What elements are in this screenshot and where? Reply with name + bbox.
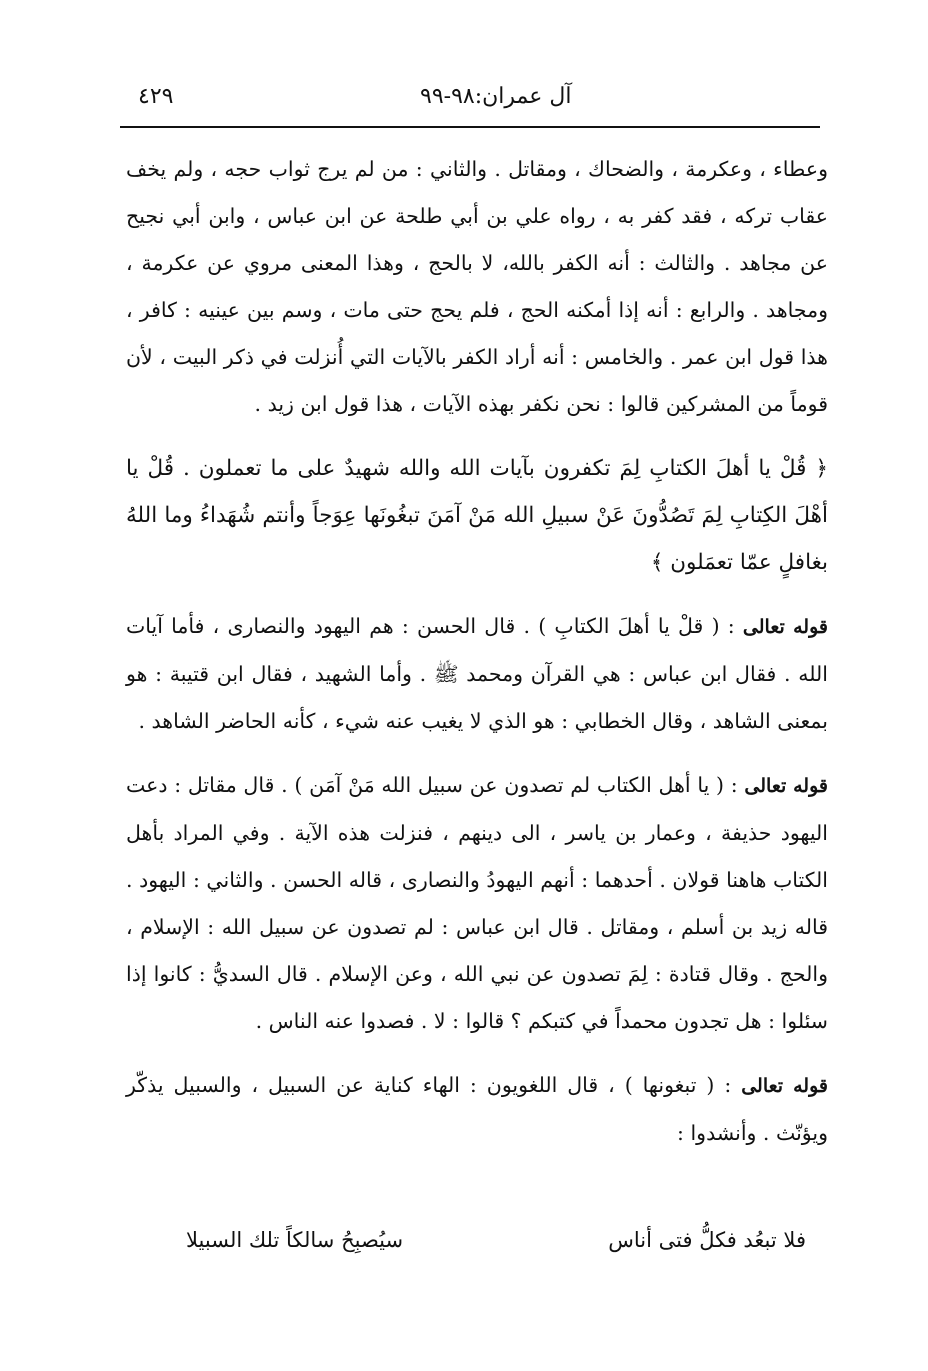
paragraph-commentary-opinions (126, 146, 828, 428)
poem-first-hemistich: فلا تبعُد فكلُّ فتى أناس (608, 1228, 806, 1252)
surah-title: آل عمران:٩٨-٩٩ (420, 84, 572, 109)
paragraph-label: قوله تعالى (744, 775, 828, 797)
paragraph-text: : ( قلْ يا أهلَ الكتابِ ) . قال الحسن : هم اليهود والنصارى ، فأما آيات الله . فقال ابن عباس : هي القرآن ومحمد ﷺ . وأما الشهيد ، فقال ابن قتيبة : هو بمعنى الشاهد ، وقال الخطابي : هو الذي لا يغيب عنه شيء ، كأنه الحاضر الشاهد . (126, 614, 828, 733)
paragraph-text: وعطاء ، وعكرمة ، والضحاك ، ومقاتل . والثاني : من لم يرج ثواب حجه ، ولم يخف عقاب تركه ، فقد كفر به ، رواه علي بن أبي طلحة عن ابن عباس ، وابن أبي نجيح عن مجاهد . والثالث : أنه الكفر بالله، لا بالحج ، وهذا المعنى مروي عن عكرمة ، ومجاهد . والرابع : أنه إذا أمكنه الحج ، فلم يحج حتى مات ، وسم بين عينيه : كافر ، هذا قول ابن عمر . والخامس : أنه أراد الكفر بالآيات التي أُنزلت في ذكر البيت ، لأن قوماً من المشركين قالوا : نحن نكفر بهذه الآيات ، هذا قول ابن زيد . (126, 157, 828, 416)
paragraph-text: : ( تبغونها ) ، قال اللغويون : الهاء كناية عن السبيل ، والسبيل يذكّر ويؤنّث . وأنشدوا : (126, 1073, 828, 1145)
poem-second-hemistich: سيُصبِحُ سالكاً تلك السبيلا (186, 1228, 404, 1252)
paragraph-label: قوله تعالى (741, 1075, 828, 1097)
paragraph-tabghunaha (126, 1062, 828, 1157)
body-text (126, 146, 828, 1157)
paragraph-label: قوله تعالى (742, 616, 828, 638)
header-divider (120, 126, 820, 128)
paragraph-tasuddun (126, 762, 828, 1045)
quran-verse-block (126, 445, 828, 586)
page-number: ٤٢٩ (138, 84, 174, 109)
verse-text: ﴿ قُلْ يا أهلَ الكتابِ لِمَ تكفرون بآيات الله والله شهيدٌ على ما تعملون . قُلْ يا أهْلَ الكِتابِ لِمَ تَصُدُّونَ عَنْ سبيلِ الله مَنْ آمَنَ تبغُونَها عِوَجاً وأنتم شُهَداءُ وما اللهُ بغافلٍ عمّا تعمَلون ﴾ (126, 456, 828, 575)
poetry-verse (186, 1228, 806, 1272)
paragraph-ahl-al-kitab (126, 603, 828, 745)
running-header (120, 84, 820, 124)
paragraph-text: : ( يا أهل الكتاب لم تصدون عن سبيل الله مَنْ آمَن ) . قال مقاتل : دعت اليهود حذيفة ، وعمار بن ياسر ، الى دينهم ، فنزلت هذه الآية . وفي المراد بأهل الكتاب هاهنا قولان . أحدهما : أنهم اليهودُ والنصارى ، قاله الحسن . والثاني : اليهود . قاله زيد بن أسلم ، ومقاتل . قال ابن عباس : لم تصدون عن سبيل الله : الإسلام ، والحج . وقال قتادة : لِمَ تصدون عن نبي الله ، وعن الإسلام . قال السديُّ : كانوا إذا سئلوا : هل تجدون محمداً في كتبكم ؟ قالوا : لا . فصدوا عنه الناس . (126, 773, 828, 1033)
